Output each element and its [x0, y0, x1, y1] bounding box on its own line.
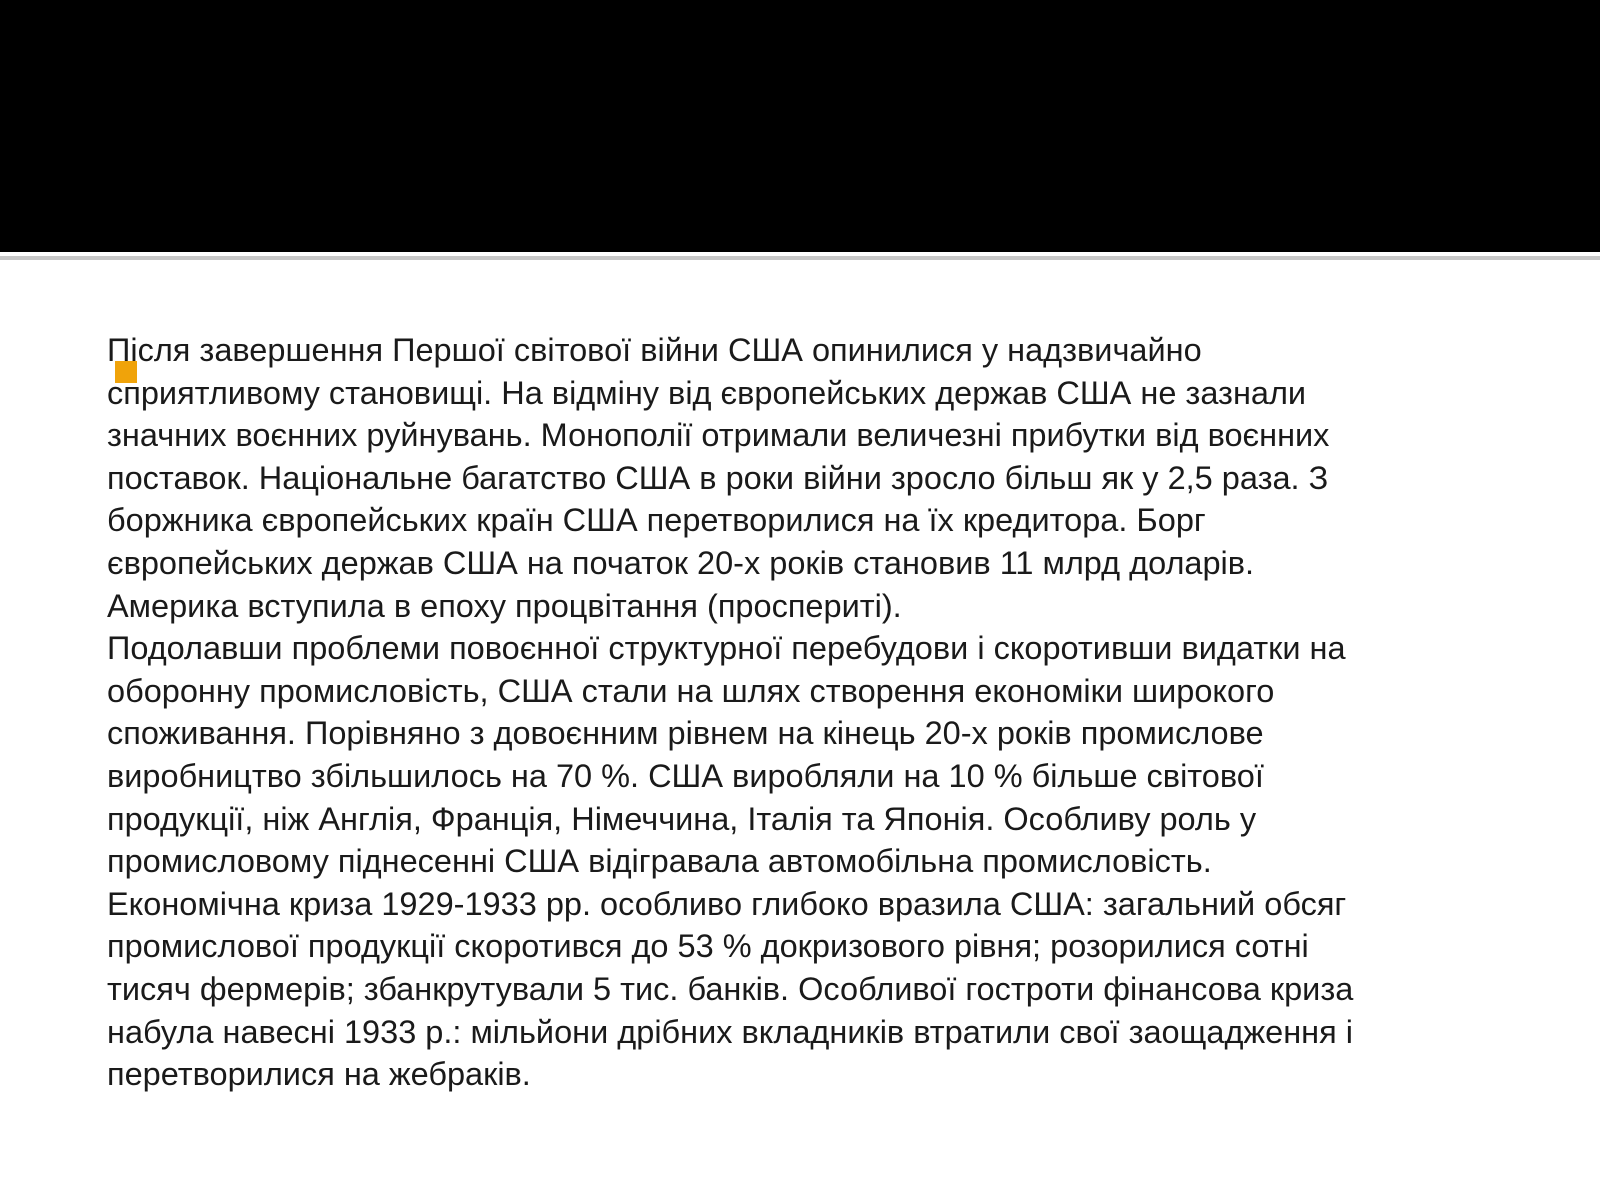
- text-line: тисяч фермерів; збанкрутували 5 тис. банків. Особливої гостроти фінансова криза: [107, 970, 1354, 1007]
- text-line: поставок. Національне багатство США в роки війни зросло більш як у 2,5 раза. З: [107, 459, 1329, 496]
- title-band: [0, 0, 1600, 252]
- slide-body-text: [107, 329, 1527, 1096]
- text-line: європейських держав США на початок 20-х років становив 11 млрд доларів.: [107, 544, 1255, 581]
- text-line: значних воєнних руйнувань. Монополії отримали величезні прибутки від воєнних: [107, 417, 1330, 454]
- text-line: Подолавши проблеми повоєнної структурної перебудови і скоротивши видатки на: [107, 630, 1346, 667]
- text-line: промислової продукції скоротився до 53 % докризового рівня; розорилися сотні: [107, 928, 1309, 965]
- text-line: Економічна криза 1929-1933 рр. особливо глибоко вразила США: загальний обсяг: [107, 885, 1347, 922]
- title-divider-shadow: [0, 256, 1600, 260]
- paragraph-1: [107, 329, 1527, 627]
- text-line: сприятливому становищі. На відміну від європейських держав США не зазнали: [107, 374, 1307, 411]
- text-line: споживання. Порівняно з довоєнним рівнем на кінець 20-х років промислове: [107, 715, 1264, 752]
- paragraph-2: [107, 627, 1527, 883]
- text-line: боржника європейських країн США перетворилися на їх кредитора. Борг: [107, 502, 1206, 539]
- text-line: Америка вступила в епоху процвітання (проспериті).: [107, 587, 902, 624]
- text-line: перетворилися на жебраків.: [107, 1056, 531, 1093]
- text-line: продукції, ніж Англія, Франція, Німеччина, Італія та Японія. Особливу роль у: [107, 800, 1257, 837]
- text-line: оборонну промисловість, США стали на шлях створення економіки широкого: [107, 672, 1275, 709]
- text-line: виробництво збільшилось на 70 %. США виробляли на 10 % більше світової: [107, 757, 1264, 794]
- text-line: промисловому піднесенні США відігравала автомобільна промисловість.: [107, 843, 1212, 880]
- text-line: Після завершення Першої світової війни США опинилися у надзвичайно: [107, 332, 1202, 368]
- text-line: набула навесні 1933 р.: мільйони дрібних вкладників втратили свої заощадження і: [107, 1013, 1353, 1050]
- paragraph-3: [107, 883, 1527, 1096]
